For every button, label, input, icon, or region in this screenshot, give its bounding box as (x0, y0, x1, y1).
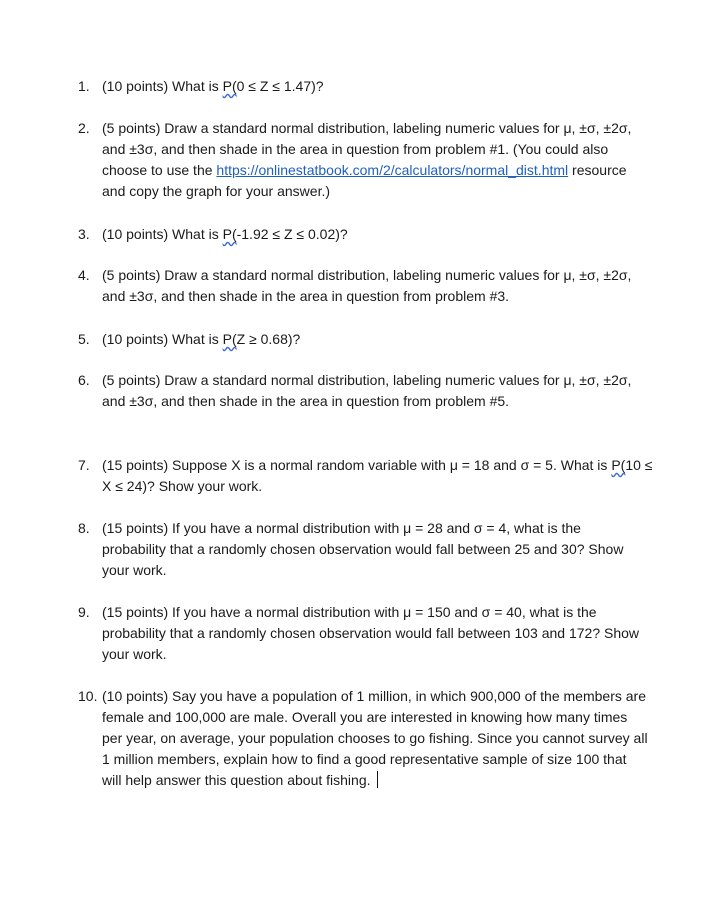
question-text-line: 1 million members, explain how to find a good representative sample of size 100 that (102, 751, 627, 767)
question-text-line: and copy the graph for your answer.) (102, 183, 331, 199)
question-number: 2. (78, 120, 90, 136)
question-text-line: your work. (102, 562, 167, 578)
question-text-line: female and 100,000 are male. Overall you are interested in knowing how many times (102, 709, 628, 725)
question-number: 8. (78, 520, 90, 536)
question-text-line: X ≤ 24)? Show your work. (102, 478, 263, 494)
question-text-line: will help answer this question about fishing. (102, 770, 677, 791)
question-text: (10 points) What is P(Z ≥ 0.68)? (102, 331, 301, 347)
question-text-line: probability that a randomly chosen observation would fall between 25 and 30? Show (102, 541, 624, 557)
question-number: 1. (78, 78, 90, 94)
question-text-line: per year, on average, your population chooses to go fishing. Since you cannot survey all (102, 730, 648, 746)
question-text-line: (15 points) If you have a normal distribution with μ = 28 and σ = 4, what is the (102, 520, 581, 536)
question-text-line: and ±3σ, and then shade in the area in question from problem #3. (102, 288, 510, 304)
question-text-line: your work. (102, 646, 167, 662)
question-text-line: and ±3σ, and then shade in the area in question from problem #1. (You could also (102, 141, 609, 157)
question-number: 10. (78, 688, 98, 704)
question-text: (10 points) What is P(0 ≤ Z ≤ 1.47)? (102, 78, 324, 94)
calculator-link[interactable]: https://onlinestatbook.com/2/calculators/normal_dist.html (216, 162, 569, 178)
question-number: 3. (78, 226, 90, 242)
question-text-line: (10 points) Say you have a population of 1 million, in which 900,000 of the members are (102, 688, 646, 704)
question-number: 7. (78, 457, 90, 473)
question-text: (10 points) What is P(-1.92 ≤ Z ≤ 0.02)? (102, 226, 348, 242)
question-number: 9. (78, 604, 90, 620)
question-text-line: (5 points) Draw a standard normal distribution, labeling numeric values for μ, ±σ, ±2σ, (102, 372, 632, 388)
question-number: 6. (78, 372, 90, 388)
question-text-line: (5 points) Draw a standard normal distribution, labeling numeric values for μ, ±σ, ±2σ, (102, 120, 632, 136)
question-number: 5. (78, 331, 90, 347)
question-text-line: choose to use the https://onlinestatbook.com/2/calculators/normal_dist.html resource (102, 162, 627, 178)
text-cursor (377, 771, 378, 788)
question-text-line: (15 points) If you have a normal distribution with μ = 150 and σ = 40, what is the (102, 604, 597, 620)
question-text-line: probability that a randomly chosen observation would fall between 103 and 172? Show (102, 625, 640, 641)
question-text-line: (5 points) Draw a standard normal distribution, labeling numeric values for μ, ±σ, ±2σ, (102, 267, 632, 283)
question-number: 4. (78, 267, 90, 283)
question-text-line: and ±3σ, and then shade in the area in question from problem #5. (102, 393, 510, 409)
question-text-line: (15 points) Suppose X is a normal random variable with μ = 18 and σ = 5. What is P(10 ≤ (102, 457, 653, 473)
